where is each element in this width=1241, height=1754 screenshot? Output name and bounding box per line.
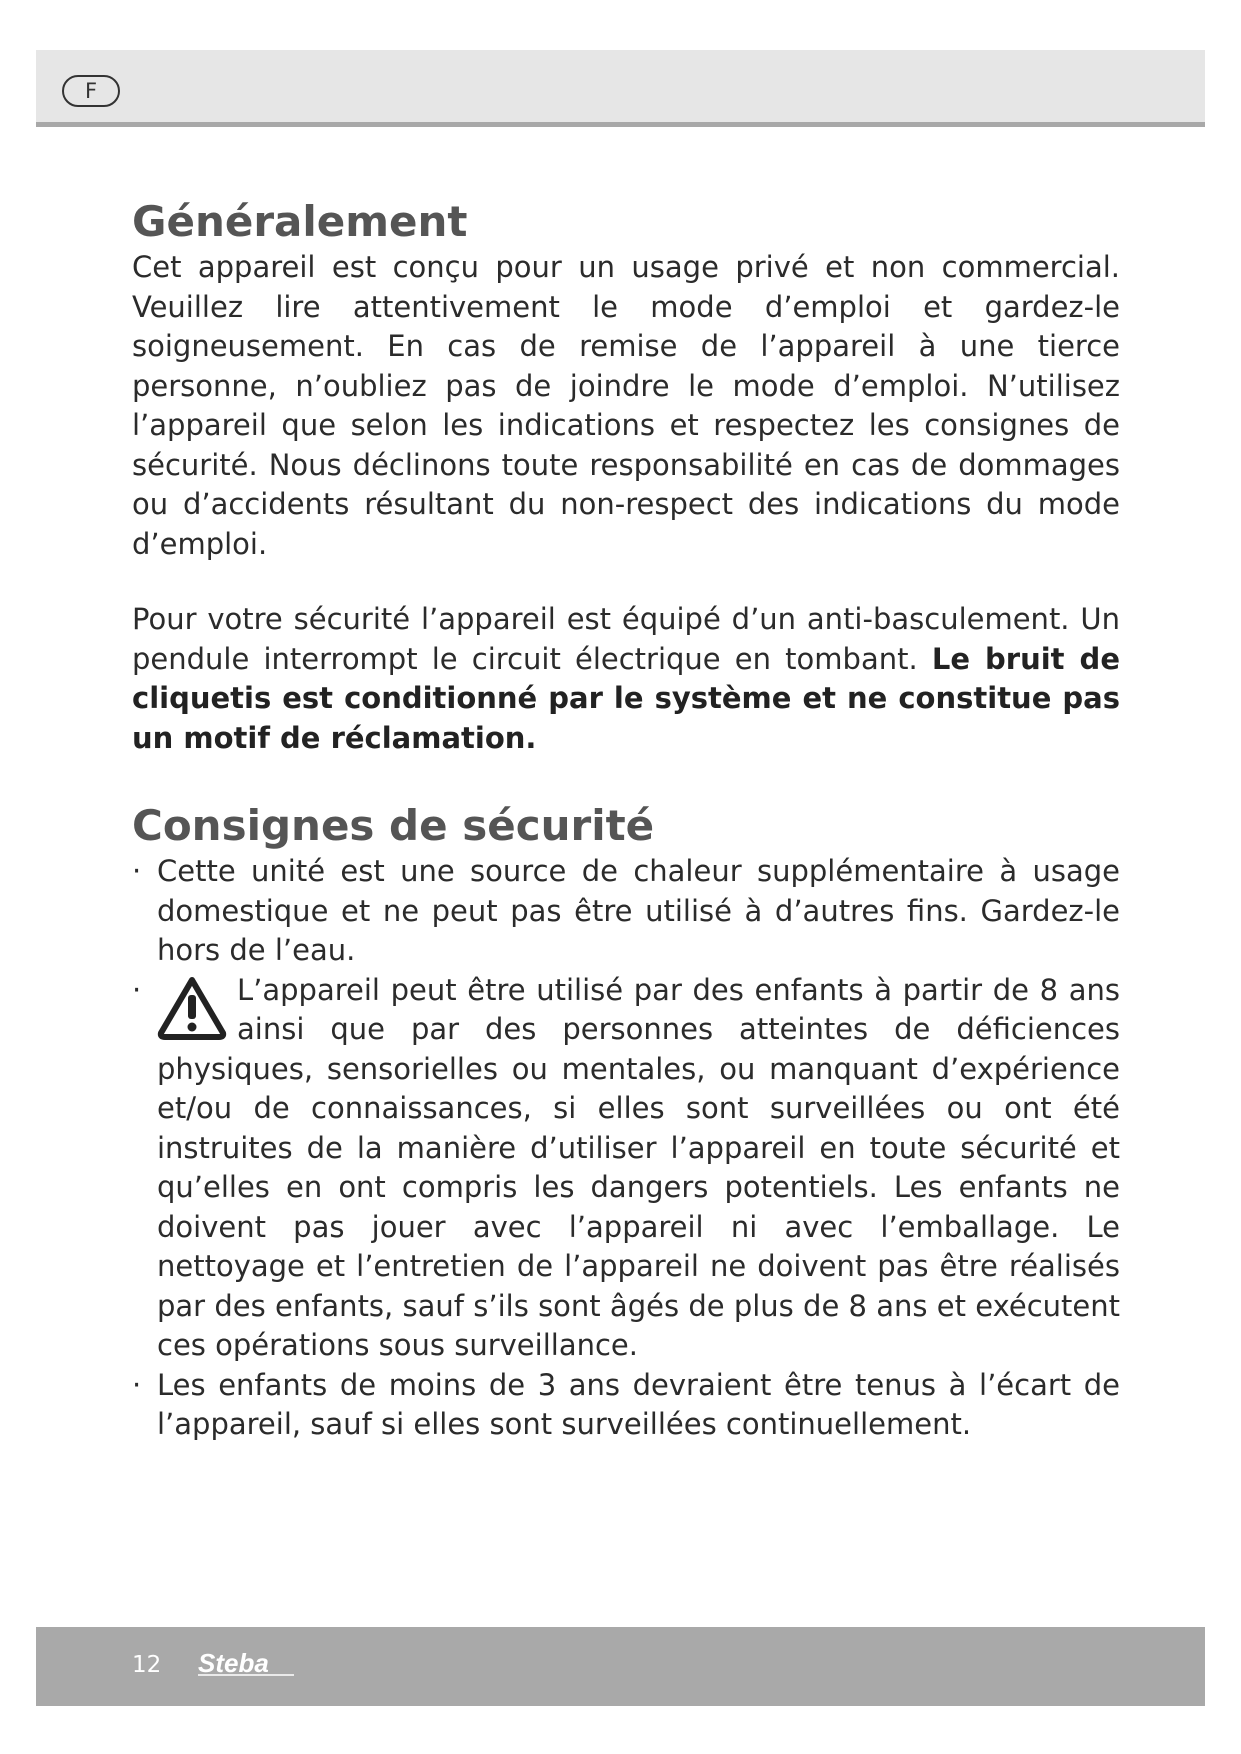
safety-item: · Les enfants de moins de 3 ans devraient être tenus à l’écart de l’appareil, sauf si elles sont surveillées continuellement. [132, 1367, 1120, 1441]
bullet: · [132, 854, 142, 888]
language-badge: F [62, 75, 120, 107]
general-paragraph-1: Cet appareil est conçu pour un usage privé et non commercial. Veuillez lire attentivement le mode d’emploi et gardez-le soigneusement. En cas de remise de l’appareil à une tierce personne, n’oubliez pas de joindre le mode d’emploi. N’utilisez l’appareil que selon les indications et respectez les consignes de sécurité. Nous déclinons toute responsabilité en cas de dommages ou d’accidents résultant du non-respect des indications du mode d’emploi. [132, 250, 1120, 561]
page-content [132, 196, 1120, 1445]
general-paragraph-2 [132, 600, 1120, 758]
safety-list [132, 852, 1120, 1445]
bullet: · [132, 972, 142, 1007]
anti-tip-text: Pour votre sécurité l’appareil est équipé d’un anti-basculement. Un pendule interrompt le circuit électrique en tombant. [132, 602, 1120, 676]
brand-logo-text: Steba [198, 1648, 269, 1678]
page-number: 12 [132, 1652, 162, 1678]
header-bar [36, 50, 1205, 127]
bullet: · [132, 1367, 142, 1402]
safety-item: · Cette unité est une source de chaleur supplémentaire à usage domestique et ne peut pas être utilisé à d’autres fins. Gardez-le hors de l’eau. [132, 854, 1120, 967]
rattle-notice: Le bruit de cliquetis est conditionné par le système et ne constitue pas un motif de réclamation. [132, 641, 1120, 755]
warning-triangle-icon [157, 975, 227, 1041]
safety-item: · L’appareil peut être utilisé par des enfants à partir de 8 ans ainsi que par des personnes atteintes de déficiences physiques, sensorielles ou mentales, ou manquant d’expérience et/ou de connaissances, si elles sont surveillées ou ont été instruites de la manière d’utiliser l’appareil en toute sécurité et qu’elles en ont compris les dangers potentiels. Les enfants ne doivent pas jouer avec l’appareil ni avec l’emballage. Le nettoyage et l’entretien de l’appareil ne doivent pas être réalisés par des enfants, sauf s’ils sont âgés de plus de 8 ans et exécutent ces opérations sous surveillance. [132, 972, 1120, 1362]
section-title-safety: Consignes de sécurité [132, 801, 655, 850]
steba-logo [196, 1648, 316, 1680]
section-title-general: Généralement [132, 197, 468, 246]
